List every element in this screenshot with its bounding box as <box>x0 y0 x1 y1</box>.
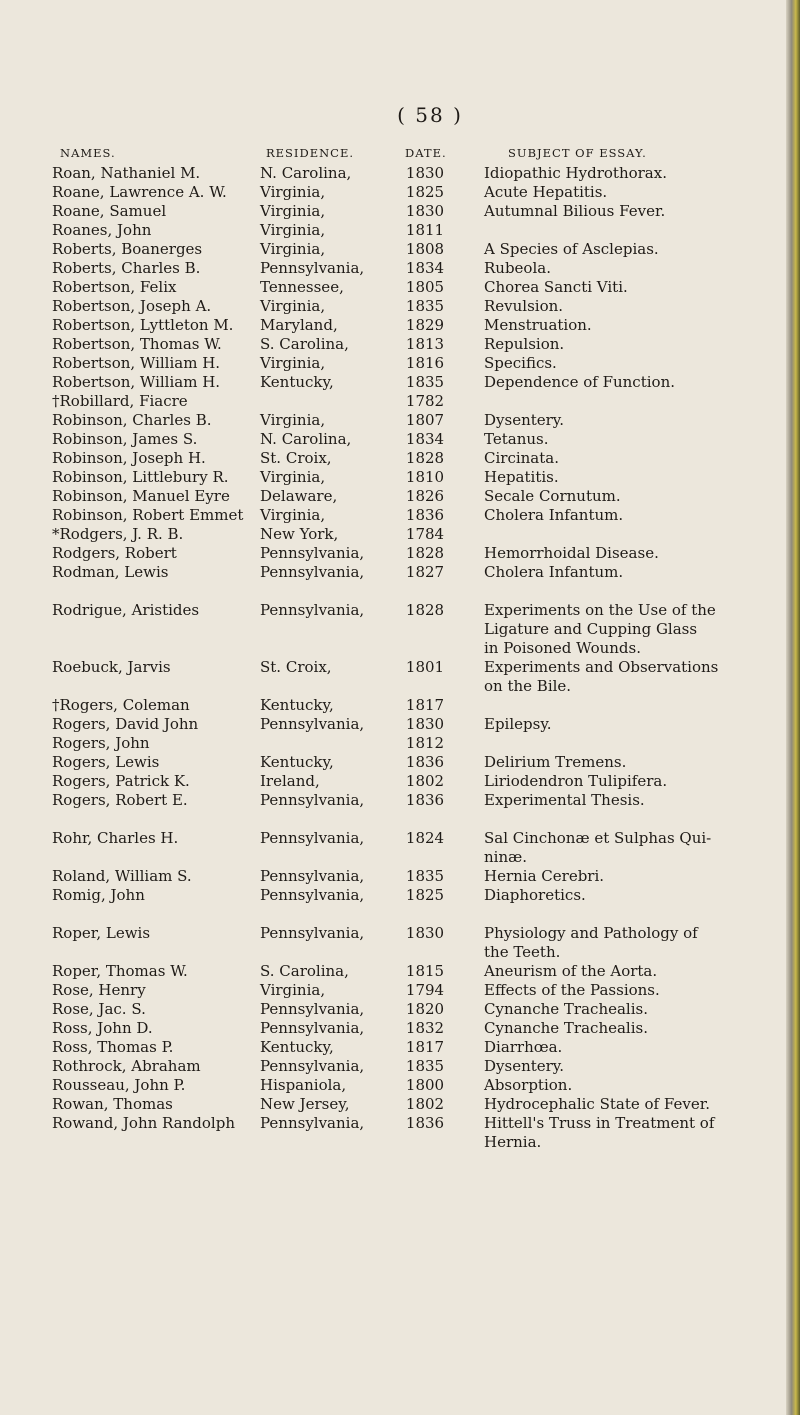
table-row <box>0 696 800 715</box>
entry-residence: Pennsylvania, <box>260 259 365 277</box>
entry-name: Rose, Henry <box>52 981 146 999</box>
entry-date: 1835 <box>405 373 445 391</box>
table-row <box>0 1000 800 1019</box>
entry-residence: Virginia, <box>260 240 326 258</box>
entry-name: Roane, Samuel <box>52 202 167 220</box>
entry-subject <box>484 449 559 468</box>
table-row <box>0 1114 800 1152</box>
table-row <box>0 981 800 1000</box>
table-row <box>0 183 800 202</box>
row-spacer <box>0 810 800 829</box>
entry-subject <box>484 924 698 962</box>
entry-date: 1808 <box>405 240 445 258</box>
table-row <box>0 392 800 411</box>
entry-subject <box>484 1114 714 1152</box>
entry-date: 1828 <box>405 544 445 562</box>
entry-residence: Pennsylvania, <box>260 1019 365 1037</box>
entry-date: 1801 <box>405 658 445 676</box>
table-row <box>0 563 800 582</box>
entry-subject <box>484 1057 564 1076</box>
entry-name: Roper, Lewis <box>52 924 151 942</box>
entry-name: *Rodgers, J. R. B. <box>52 525 184 543</box>
page-number: ( 58 ) <box>397 103 463 127</box>
entry-subject <box>484 1019 648 1038</box>
entry-name: Robinson, Joseph H. <box>52 449 206 467</box>
entry-name: Roberts, Charles B. <box>52 259 201 277</box>
entry-subject-line: Diaphoretics. <box>484 886 586 904</box>
entry-subject-line: Diarrhœa. <box>484 1038 563 1056</box>
entry-subject-line: Autumnal Bilious Fever. <box>484 202 666 220</box>
entry-subject <box>484 297 563 316</box>
table-row <box>0 164 800 183</box>
entry-date: 1812 <box>405 734 445 752</box>
entry-subject-line: Epilepsy. <box>484 715 552 733</box>
entry-subject-line: Revulsion. <box>484 297 564 315</box>
entry-name: Rodman, Lewis <box>52 563 169 581</box>
entry-date: 1816 <box>405 354 445 372</box>
entry-subject-line: Absorption. <box>484 1076 573 1094</box>
table-row <box>0 430 800 449</box>
entry-date: 1815 <box>405 962 445 980</box>
entry-residence: Virginia, <box>260 354 326 372</box>
entry-date: 1817 <box>405 696 445 714</box>
entry-name: Robertson, Joseph A. <box>52 297 212 315</box>
entry-subject-line: Circinata. <box>484 449 559 467</box>
entry-subject-line: Hernia Cerebri. <box>484 867 605 885</box>
entry-subject <box>484 772 667 791</box>
entry-residence: Virginia, <box>260 981 326 999</box>
entry-name: Roland, William S. <box>52 867 192 885</box>
entry-residence: Tennessee, <box>260 278 344 296</box>
table-row <box>0 544 800 563</box>
entry-subject-line: Tetanus. <box>484 430 549 448</box>
entry-subject-line: Rubeola. <box>484 259 551 277</box>
entry-subject-line: on the Bile. <box>484 677 572 695</box>
entry-name: Robertson, William H. <box>52 354 221 372</box>
table-row <box>0 1019 800 1038</box>
entry-subject-line: Idiopathic Hydrothorax. <box>484 164 667 182</box>
entry-name: Romig, John <box>52 886 145 904</box>
entry-residence: Pennsylvania, <box>260 791 365 809</box>
entry-residence: N. Carolina, <box>260 164 352 182</box>
table-row <box>0 354 800 373</box>
entry-residence: Pennsylvania, <box>260 1057 365 1075</box>
entry-date: 1835 <box>405 297 445 315</box>
entry-date: 1807 <box>405 411 445 429</box>
entry-date: 1813 <box>405 335 445 353</box>
entry-subject-line: Aneurism of the Aorta. <box>484 962 658 980</box>
entry-subject <box>484 316 592 335</box>
header-names: NAMES. <box>60 146 116 160</box>
entry-name: Rose, Jac. S. <box>52 1000 146 1018</box>
entry-residence: Virginia, <box>260 183 326 201</box>
entry-residence: Pennsylvania, <box>260 601 365 619</box>
table-row <box>0 335 800 354</box>
table-row <box>0 297 800 316</box>
entry-subject <box>484 373 675 392</box>
entry-date: 1825 <box>405 886 445 904</box>
entry-date: 1825 <box>405 183 445 201</box>
entry-date: 1834 <box>405 430 445 448</box>
entry-subject <box>484 1038 562 1057</box>
entry-residence: Pennsylvania, <box>260 563 365 581</box>
entry-subject <box>484 202 665 221</box>
table-row <box>0 259 800 278</box>
entry-name: Rogers, Lewis <box>52 753 160 771</box>
entry-date: 1828 <box>405 601 445 619</box>
entry-subject <box>484 240 659 259</box>
table-row <box>0 772 800 791</box>
entry-date: 1802 <box>405 772 445 790</box>
entry-date: 1824 <box>405 829 445 847</box>
entry-subject <box>484 962 657 981</box>
entry-subject <box>484 791 645 810</box>
table-row <box>0 468 800 487</box>
entry-name: Roebuck, Jarvis <box>52 658 171 676</box>
entry-name: Roper, Thomas W. <box>52 962 188 980</box>
table-row <box>0 1038 800 1057</box>
entry-subject <box>484 867 604 886</box>
entry-date: 1817 <box>405 1038 445 1056</box>
entry-residence: Pennsylvania, <box>260 1000 365 1018</box>
entry-subject <box>484 354 557 373</box>
entry-name: Rowan, Thomas <box>52 1095 173 1113</box>
header-date: DATE. <box>405 146 447 160</box>
entry-residence: Pennsylvania, <box>260 924 365 942</box>
entry-subject-line: Sal Cinchonæ et Sulphas Qui- <box>484 829 712 847</box>
entry-date: 1802 <box>405 1095 445 1113</box>
entry-name: Rohr, Charles H. <box>52 829 179 847</box>
entry-name: Robertson, William H. <box>52 373 221 391</box>
entry-date: 1829 <box>405 316 445 334</box>
entry-subject-line: in Poisoned Wounds. <box>484 639 641 657</box>
entry-name: Roanes, John <box>52 221 152 239</box>
entry-name: Rogers, John <box>52 734 150 752</box>
entry-subject-line: ninæ. <box>484 848 527 866</box>
entry-residence: Delaware, <box>260 487 338 505</box>
entry-date: 1811 <box>405 221 445 239</box>
entry-residence: Pennsylvania, <box>260 886 365 904</box>
entry-name: Robinson, James S. <box>52 430 198 448</box>
entry-residence: Pennsylvania, <box>260 544 365 562</box>
entry-name: Rousseau, John P. <box>52 1076 186 1094</box>
table-row <box>0 601 800 658</box>
entry-date: 1800 <box>405 1076 445 1094</box>
entry-name: Robinson, Robert Emmet <box>52 506 244 524</box>
table-row <box>0 829 800 867</box>
entry-residence: Virginia, <box>260 221 326 239</box>
entry-residence: Virginia, <box>260 297 326 315</box>
entry-subject-line: Specifics. <box>484 354 557 372</box>
table-row <box>0 1057 800 1076</box>
entry-subject <box>484 886 586 905</box>
entry-subject-line: Secale Cornutum. <box>484 487 621 505</box>
table-row <box>0 373 800 392</box>
entry-subject <box>484 544 659 563</box>
entry-date: 1820 <box>405 1000 445 1018</box>
entry-subject-line: Acute Hepatitis. <box>484 183 608 201</box>
entry-date: 1828 <box>405 449 445 467</box>
entry-subject <box>484 506 623 525</box>
entry-date: 1835 <box>405 1057 445 1075</box>
entry-name: Robinson, Littlebury R. <box>52 468 229 486</box>
register-table <box>0 164 800 1152</box>
column-headers <box>0 146 800 166</box>
entry-name: Rogers, Robert E. <box>52 791 188 809</box>
entry-date: 1782 <box>405 392 445 410</box>
entry-residence: New York, <box>260 525 339 543</box>
entry-residence: Virginia, <box>260 506 326 524</box>
entry-subject-line: the Teeth. <box>484 943 561 961</box>
entry-name: Roane, Lawrence A. W. <box>52 183 227 201</box>
entry-subject <box>484 430 548 449</box>
entry-subject-line: Dysentery. <box>484 1057 565 1075</box>
entry-name: Roberts, Boanerges <box>52 240 203 258</box>
entry-residence: Kentucky, <box>260 696 334 714</box>
entry-subject-line: Physiology and Pathology of <box>484 924 698 942</box>
entry-subject <box>484 753 626 772</box>
entry-date: 1810 <box>405 468 445 486</box>
entry-name: Rogers, Patrick K. <box>52 772 190 790</box>
entry-subject-line: Delirium Tremens. <box>484 753 627 771</box>
entry-subject <box>484 1000 648 1019</box>
entry-subject-line: Cynanche Trachealis. <box>484 1000 648 1018</box>
entry-name: Ross, Thomas P. <box>52 1038 174 1056</box>
table-row <box>0 1076 800 1095</box>
entry-subject <box>484 183 607 202</box>
table-row <box>0 867 800 886</box>
table-row <box>0 449 800 468</box>
entry-date: 1836 <box>405 506 445 524</box>
table-row <box>0 487 800 506</box>
entry-subject <box>484 468 559 487</box>
entry-subject-line: Menstruation. <box>484 316 592 334</box>
entry-date: 1836 <box>405 1114 445 1132</box>
entry-residence: Ireland, <box>260 772 320 790</box>
entry-subject-line: A Species of Asclepias. <box>484 240 659 258</box>
table-row <box>0 240 800 259</box>
table-row <box>0 506 800 525</box>
entry-name: Rodgers, Robert <box>52 544 177 562</box>
entry-subject <box>484 411 564 430</box>
entry-residence: Pennsylvania, <box>260 1114 365 1132</box>
entry-residence: Pennsylvania, <box>260 829 365 847</box>
entry-subject-line: Repulsion. <box>484 335 565 353</box>
entry-name: Rowand, John Randolph <box>52 1114 235 1132</box>
header-subject: SUBJECT OF ESSAY. <box>508 146 647 160</box>
entry-subject-line: Experiments and Observations <box>484 658 719 676</box>
entry-name: Robertson, Lyttleton M. <box>52 316 234 334</box>
entry-name: †Robillard, Fiacre <box>52 392 188 410</box>
entry-subject-line: Cholera Infantum. <box>484 563 624 581</box>
entry-residence: Virginia, <box>260 411 326 429</box>
table-row <box>0 734 800 753</box>
table-row <box>0 202 800 221</box>
table-row <box>0 1095 800 1114</box>
table-row <box>0 658 800 696</box>
entry-name: Robertson, Felix <box>52 278 177 296</box>
entry-residence: Pennsylvania, <box>260 867 365 885</box>
entry-subject <box>484 563 623 582</box>
entry-name: Robinson, Manuel Eyre <box>52 487 230 505</box>
entry-subject <box>484 278 628 297</box>
entry-residence: Kentucky, <box>260 753 334 771</box>
entry-name: Robertson, Thomas W. <box>52 335 222 353</box>
entry-subject <box>484 829 711 867</box>
entry-date: 1836 <box>405 753 445 771</box>
entry-name: Roan, Nathaniel M. <box>52 164 201 182</box>
entry-name: Ross, John D. <box>52 1019 153 1037</box>
entry-name: Robinson, Charles B. <box>52 411 212 429</box>
entry-subject-line: Hydrocephalic State of Fever. <box>484 1095 710 1113</box>
entry-residence: Kentucky, <box>260 1038 334 1056</box>
entry-subject-line: Cholera Infantum. <box>484 506 624 524</box>
table-row <box>0 525 800 544</box>
entry-residence: Kentucky, <box>260 373 334 391</box>
entry-subject-line: Effects of the Passions. <box>484 981 660 999</box>
entry-date: 1836 <box>405 791 445 809</box>
entry-subject <box>484 335 564 354</box>
entry-name: Rothrock, Abraham <box>52 1057 201 1075</box>
entry-subject-line: Dependence of Function. <box>484 373 675 391</box>
entry-subject <box>484 1095 710 1114</box>
table-row <box>0 886 800 905</box>
entry-residence: Hispaniola, <box>260 1076 347 1094</box>
entry-subject <box>484 658 718 696</box>
entry-subject-line: Chorea Sancti Viti. <box>484 278 628 296</box>
entry-date: 1826 <box>405 487 445 505</box>
entry-subject <box>484 981 660 1000</box>
table-row <box>0 278 800 297</box>
row-spacer <box>0 582 800 601</box>
entry-date: 1830 <box>405 924 445 942</box>
entry-date: 1830 <box>405 202 445 220</box>
entry-subject <box>484 601 716 658</box>
table-row <box>0 316 800 335</box>
entry-subject-line: Experimental Thesis. <box>484 791 645 809</box>
entry-residence: Pennsylvania, <box>260 715 365 733</box>
table-row <box>0 924 800 962</box>
entry-subject <box>484 715 552 734</box>
entry-residence: S. Carolina, <box>260 335 349 353</box>
entry-date: 1835 <box>405 867 445 885</box>
entry-date: 1784 <box>405 525 445 543</box>
table-row <box>0 221 800 240</box>
entry-date: 1834 <box>405 259 445 277</box>
entry-date: 1794 <box>405 981 445 999</box>
entry-residence: Virginia, <box>260 468 326 486</box>
entry-date: 1830 <box>405 164 445 182</box>
entry-residence: N. Carolina, <box>260 430 352 448</box>
entry-residence: S. Carolina, <box>260 962 349 980</box>
entry-subject <box>484 164 667 183</box>
entry-name: Rodrigue, Aristides <box>52 601 200 619</box>
table-row <box>0 791 800 810</box>
entry-residence: Maryland, <box>260 316 338 334</box>
entry-subject-line: Dysentery. <box>484 411 565 429</box>
entry-date: 1830 <box>405 715 445 733</box>
entry-subject-line: Cynanche Trachealis. <box>484 1019 648 1037</box>
header-residence: RESIDENCE. <box>266 146 355 160</box>
entry-subject-line: Experiments on the Use of the <box>484 601 716 619</box>
table-row <box>0 753 800 772</box>
table-row <box>0 411 800 430</box>
entry-subject-line: Hepatitis. <box>484 468 559 486</box>
entry-subject-line: Hittell's Truss in Treatment of <box>484 1114 715 1132</box>
entry-subject <box>484 259 551 278</box>
entry-subject <box>484 487 621 506</box>
entry-residence: New Jersey, <box>260 1095 350 1113</box>
entry-residence: Virginia, <box>260 202 326 220</box>
entry-residence: St. Croix, <box>260 449 332 467</box>
entry-name: Rogers, David John <box>52 715 199 733</box>
entry-date: 1805 <box>405 278 445 296</box>
entry-date: 1832 <box>405 1019 445 1037</box>
entry-residence: St. Croix, <box>260 658 332 676</box>
entry-name: †Rogers, Coleman <box>52 696 190 714</box>
entry-subject-line: Liriodendron Tulipifera. <box>484 772 668 790</box>
table-row <box>0 715 800 734</box>
table-row <box>0 962 800 981</box>
entry-subject-line: Hernia. <box>484 1133 542 1151</box>
entry-subject-line: Ligature and Cupping Glass <box>484 620 698 638</box>
entry-subject-line: Hemorrhoidal Disease. <box>484 544 659 562</box>
entry-subject <box>484 1076 572 1095</box>
row-spacer <box>0 905 800 924</box>
entry-date: 1827 <box>405 563 445 581</box>
